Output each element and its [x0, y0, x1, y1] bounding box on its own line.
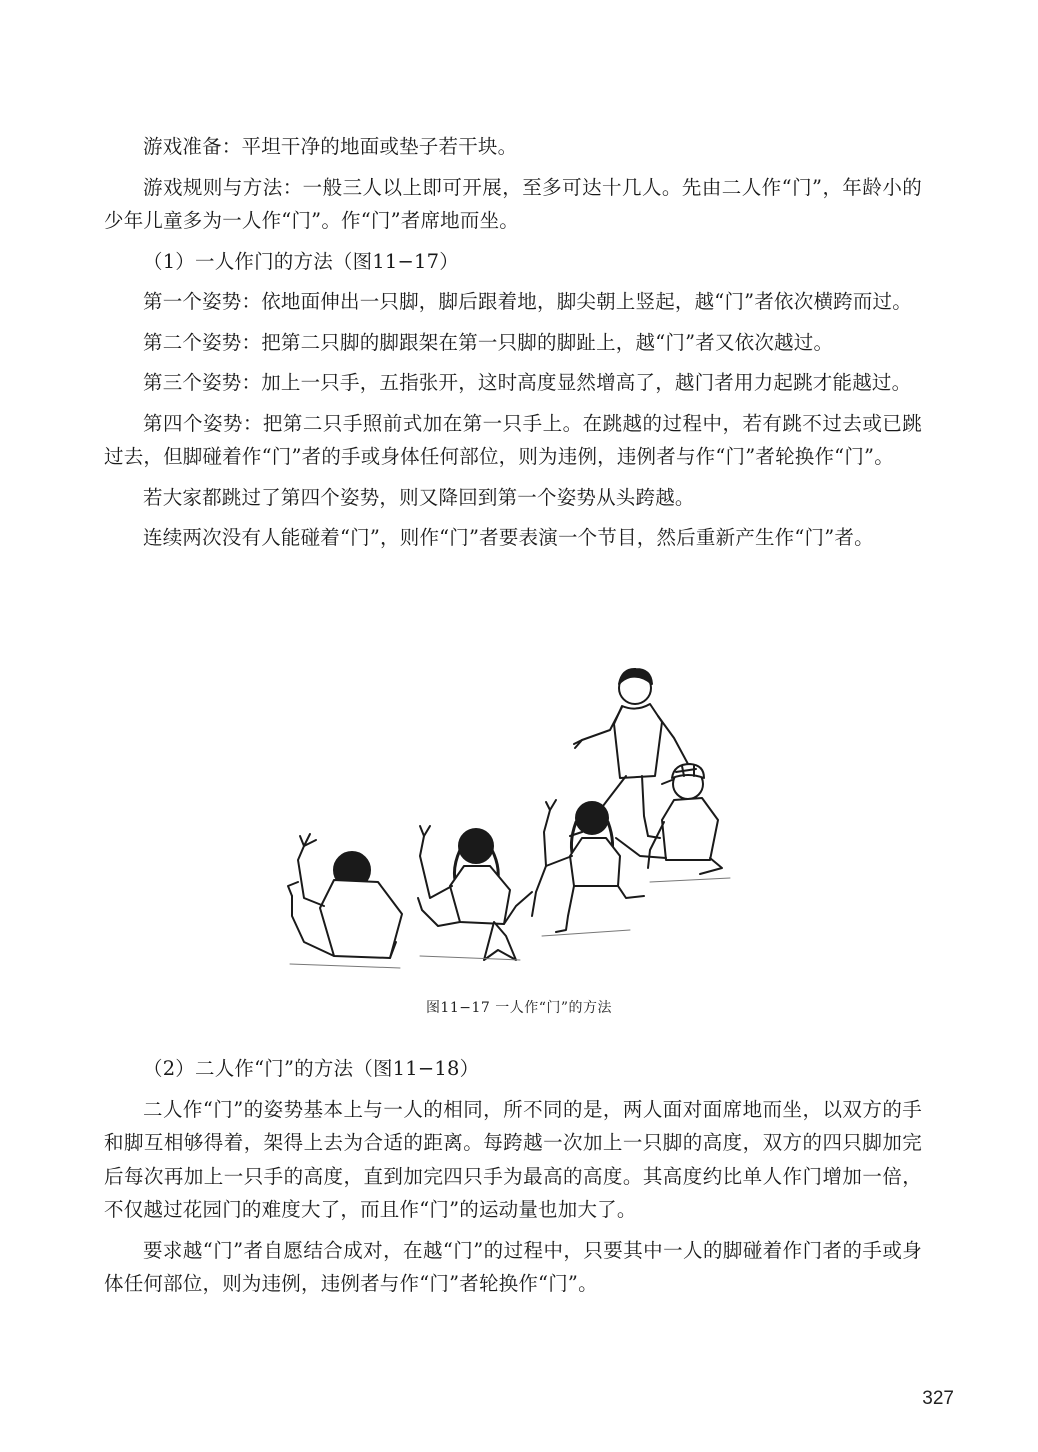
- page-number: 327: [922, 1388, 954, 1409]
- pigtail-girl-front: [532, 800, 644, 932]
- section-two-text: [104, 1052, 922, 1308]
- paragraph-posture-three: 第三个姿势：加上一只手，五指张开，这时高度显然增高了，越门者用力起跳才能越过。: [143, 371, 912, 394]
- paragraph-posture-one: 第一个姿势：依地面伸出一只脚，脚后跟着地，脚尖朝上竖起，越“门”者依次横跨而过。: [143, 290, 912, 313]
- subheading-one-person-gate: （1）一人作门的方法（图11−17）: [143, 249, 459, 273]
- illustration-children-gate-game: [270, 660, 750, 980]
- paragraph-two-person-posture: 二人作“门”的姿势基本上与一人的相同，所不同的是，两人面对面席地而坐，以双方的手和脚互相够得着，架得上去为合适的距离。每跨越一次加上一只脚的高度，双方的四只脚加完后每次再加上一只手的高度，直到加完四只手为最高的高度。其高度约比单人作门增加一倍，不仅越过花园门的难度大了，而且作“门”的运动量也加大了。: [104, 1097, 922, 1221]
- paragraph-posture-four: 第四个姿势：把第二只手照前式加在第一只手上。在跳越的过程中，若有跳不过去或已跳过去，但脚碰着作“门”者的手或身体任何部位，则为违例，违例者与作“门”者轮换作“门”。: [104, 411, 922, 468]
- paragraph-performance: 连续两次没有人能碰着“门”，则作“门”者要表演一个节目，然后重新产生作“门”者。: [143, 526, 874, 549]
- seated-boy-left: [288, 834, 402, 958]
- figure-caption: 图11−17 一人作“门”的方法: [425, 1000, 613, 1016]
- paragraph-preparation: 游戏准备：平坦干净的地面或垫子若干块。: [143, 135, 518, 158]
- paragraph-restart: 若大家都跳过了第四个姿势，则又降回到第一个姿势从头跨越。: [143, 485, 695, 509]
- section-one-text: [104, 130, 922, 562]
- paragraph-posture-two: 第二个姿势：把第二只脚的脚跟架在第一只脚的脚趾上，越“门”者又依次越过。: [143, 330, 834, 354]
- paragraph-rules: 游戏规则与方法：一般三人以上即可开展，至多可达十几人。先由二人作“门”，年龄小的少年儿童多为一人作“门”。作“门”者席地而坐。: [104, 175, 922, 232]
- paragraph-pair-rules: 要求越“门”者自愿结合成对，在越“门”的过程中，只要其中一人的脚碰着作门者的手或身体任何部位，则为违例，违例者与作“门”者轮换作“门”。: [104, 1238, 922, 1295]
- subheading-two-person-gate: （2）二人作“门”的方法（图11−18）: [143, 1057, 480, 1080]
- bow-girl-middle: [418, 826, 532, 960]
- capped-boy-figure: [616, 764, 722, 874]
